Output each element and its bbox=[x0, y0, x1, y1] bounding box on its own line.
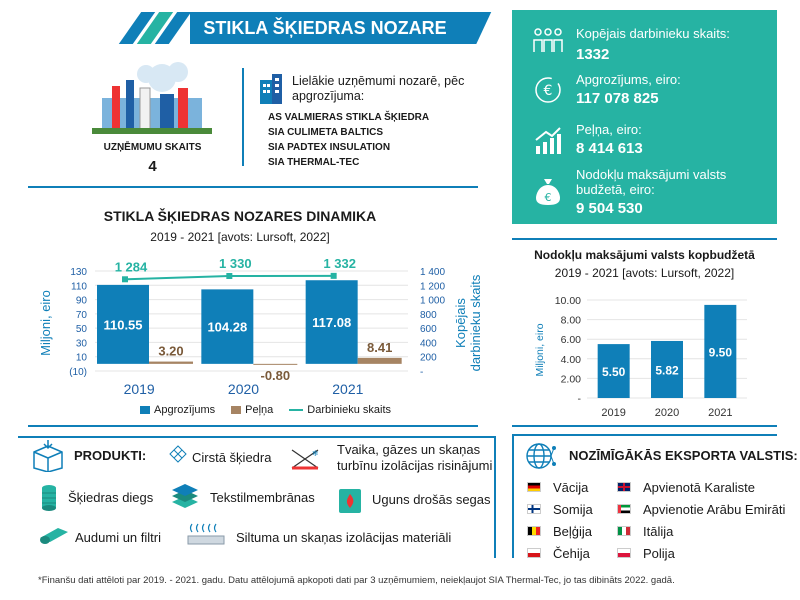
euro-coin-icon bbox=[532, 74, 564, 106]
products-heading: PRODUKTI: bbox=[74, 448, 147, 463]
section-divider bbox=[512, 425, 777, 427]
tax-bar-label: 9.50 bbox=[708, 345, 733, 360]
country-item: Apvienotie Arābu Emirāti bbox=[617, 498, 787, 520]
tax-chart bbox=[525, 288, 775, 423]
country-item: Beļģija bbox=[527, 520, 647, 542]
companies-heading: Lielākie uzņēmumi nozarē, pēc apgrozījuma: bbox=[292, 74, 465, 103]
flag-czechia-icon bbox=[527, 548, 541, 558]
stat-value: 8 414 613 bbox=[576, 140, 643, 157]
y2-label-line: darbinieku skaits bbox=[468, 274, 483, 372]
country-item: Čehija bbox=[527, 542, 647, 564]
country-item: Itālija bbox=[617, 520, 787, 542]
factory-icon bbox=[82, 58, 222, 136]
profit-bar bbox=[149, 362, 193, 364]
y-tick-label: 2.00 bbox=[560, 373, 581, 386]
company-item: SIA PADTEX INSULATION bbox=[268, 142, 391, 153]
stat-label: Apgrozījums, eiro: bbox=[576, 72, 681, 87]
y-tick-label: (10) bbox=[69, 367, 87, 378]
employees-label: 1 284 bbox=[114, 259, 148, 275]
y-axis-label: Miljoni, eiro bbox=[38, 290, 53, 356]
y-tick-label: 90 bbox=[75, 295, 87, 307]
company-item: SIA CULIMETA BALTICS bbox=[268, 127, 383, 138]
x-tick-label: 2021 bbox=[708, 407, 733, 419]
y2-axis-label bbox=[453, 274, 483, 371]
chart-subtitle: 2019 - 2021 [avots: Lursoft, 2022] bbox=[150, 230, 330, 244]
growth-chart-icon bbox=[532, 124, 564, 156]
country-column-right bbox=[617, 476, 787, 564]
y-axis-label: Miljoni, eiro bbox=[534, 323, 546, 377]
stat-label: Nodokļu maksājumi valsts budžetā, eiro: bbox=[576, 167, 727, 197]
y2-label-line: Kopējais bbox=[453, 298, 468, 348]
header-accent bbox=[458, 12, 498, 44]
company-count-value: 4 bbox=[148, 158, 157, 175]
country-item: Somija bbox=[527, 498, 647, 520]
product-item: Tekstilmembrānas bbox=[210, 490, 315, 505]
svg-text:€: € bbox=[543, 83, 553, 99]
stats-panel bbox=[512, 10, 777, 224]
heat-insulation-icon bbox=[186, 522, 226, 546]
chart-title: STIKLA ŠĶIEDRAS NOZARES DINAMIKA bbox=[103, 208, 377, 224]
y-tick-label: 50 bbox=[75, 324, 87, 336]
globe-network-icon bbox=[524, 440, 558, 472]
flag-belgium-icon bbox=[527, 526, 541, 536]
x-tick-label: 2020 bbox=[227, 381, 260, 397]
flag-poland-icon bbox=[617, 548, 631, 558]
money-bag-icon bbox=[532, 175, 564, 207]
y-tick-label: - bbox=[577, 393, 581, 405]
profit-label: 8.41 bbox=[367, 339, 393, 355]
thread-spool-icon bbox=[40, 484, 58, 512]
employees-point bbox=[331, 273, 337, 279]
legend-item-employees: Darbinieku skaits bbox=[289, 404, 391, 416]
x-tick-label: 2019 bbox=[601, 407, 626, 419]
y-tick-label: 8.00 bbox=[560, 314, 581, 327]
stat-value: 117 078 825 bbox=[576, 90, 659, 107]
fabric-roll-icon bbox=[38, 524, 70, 546]
y-tick-label: 6.00 bbox=[560, 334, 581, 347]
y2-tick-label: 1 200 bbox=[420, 281, 446, 293]
footnote: *Finanšu dati attēloti par 2019. - 2021. gadu. Datu attēlojumā apkopoti dati par 3 uzņēmumiem, neiekļaujot SIA Thermal-Tec, jo tas dibināts 2022. gadā. bbox=[38, 575, 675, 586]
y2-tick-label: - bbox=[420, 367, 424, 378]
x-tick-label: 2020 bbox=[654, 407, 680, 419]
x-tick-label: 2019 bbox=[123, 381, 155, 397]
flag-italy-icon bbox=[617, 526, 631, 536]
stat-value: 1332 bbox=[576, 46, 610, 63]
tax-bar-label: 5.82 bbox=[655, 363, 679, 378]
company-item: SIA THERMAL-TEC bbox=[268, 157, 360, 168]
divider bbox=[242, 68, 244, 166]
y-tick-label: 110 bbox=[71, 281, 87, 293]
profit-bar bbox=[358, 358, 402, 364]
svg-text:❄: ❄ bbox=[312, 449, 319, 458]
stat-label: Kopējais darbinieku skaits: bbox=[576, 26, 730, 41]
revenue-label: 117.08 bbox=[312, 315, 352, 331]
company-item: AS VALMIERAS STIKLA ŠĶIEDRA bbox=[268, 112, 430, 123]
box-icon bbox=[30, 440, 66, 472]
buildings-icon bbox=[258, 72, 284, 104]
y2-tick-label: 400 bbox=[420, 338, 437, 350]
chart-legend bbox=[140, 404, 391, 416]
product-item: Tvaika, gāzes un skaņas turbīnu izolācijas risinājumi bbox=[337, 442, 493, 473]
flag-uk-icon bbox=[617, 482, 631, 492]
y-tick-label: 30 bbox=[75, 338, 87, 350]
product-item: Šķiedras diegs bbox=[68, 490, 154, 505]
employees-label: 1 330 bbox=[219, 256, 252, 271]
export-heading: NOZĪMĪGĀKĀS EKSPORTA VALSTIS: bbox=[569, 448, 798, 463]
fire-blanket-icon bbox=[338, 488, 362, 514]
revenue-label: 110.55 bbox=[103, 317, 143, 333]
page-title: STIKLA ŠĶIEDRAS NOZARE bbox=[190, 12, 460, 44]
y2-tick-label: 200 bbox=[420, 352, 437, 364]
profit-label: 3.20 bbox=[158, 343, 184, 359]
dynamics-chart bbox=[20, 255, 500, 425]
section-divider bbox=[28, 186, 478, 188]
people-icon bbox=[532, 24, 564, 56]
tax-chart-subtitle: 2019 - 2021 [avots: Lursoft, 2022] bbox=[554, 266, 735, 280]
product-item: Cirstā šķiedra bbox=[192, 450, 272, 465]
insulation-icon bbox=[288, 446, 322, 472]
flag-uae-icon bbox=[617, 504, 631, 514]
tax-chart-title: Nodokļu maksājumi valsts kopbudžetā bbox=[534, 248, 755, 262]
profit-bar bbox=[253, 364, 297, 365]
legend-swatch bbox=[140, 406, 150, 414]
employees-label: 1 332 bbox=[323, 255, 356, 271]
employees-point bbox=[226, 273, 232, 279]
fiber-icon bbox=[168, 444, 188, 464]
country-item: Apvienotā Karaliste bbox=[617, 476, 787, 498]
section-divider bbox=[28, 425, 478, 427]
section-divider bbox=[512, 238, 777, 240]
tax-bar-label: 5.50 bbox=[601, 365, 626, 380]
legend-line bbox=[289, 409, 303, 411]
product-item: Siltuma un skaņas izolācijas materiāli bbox=[236, 530, 452, 545]
legend-item-profit: Peļņa bbox=[231, 404, 273, 416]
product-item: Uguns drošās segas bbox=[372, 492, 491, 507]
company-count-label: UZŅĒMUMU SKAITS bbox=[103, 142, 202, 153]
legend-swatch bbox=[231, 406, 241, 414]
y2-tick-label: 1 000 bbox=[420, 295, 446, 307]
flag-germany-icon bbox=[527, 482, 541, 492]
country-item: Vācija bbox=[527, 476, 647, 498]
y-tick-label: 10.00 bbox=[554, 295, 581, 307]
legend-item-revenue: Apgrozījums bbox=[140, 404, 215, 416]
company-list bbox=[268, 110, 429, 170]
y-tick-label: 130 bbox=[70, 267, 87, 278]
membrane-layers-icon bbox=[170, 484, 200, 510]
revenue-label: 104.28 bbox=[207, 319, 248, 335]
stat-value: 9 504 530 bbox=[576, 200, 643, 217]
y-tick-label: 4.00 bbox=[560, 353, 581, 366]
flag-finland-icon bbox=[527, 504, 541, 514]
employees-point bbox=[122, 276, 128, 282]
y-tick-label: 70 bbox=[75, 309, 87, 321]
x-tick-label: 2021 bbox=[332, 381, 364, 397]
header-stripes bbox=[130, 12, 180, 44]
y2-tick-label: 600 bbox=[420, 324, 437, 336]
y2-tick-label: 1 400 bbox=[420, 267, 446, 278]
y2-tick-label: 800 bbox=[420, 309, 437, 321]
y-tick-label: 10 bbox=[75, 352, 87, 364]
profit-label: -0.80 bbox=[260, 367, 291, 383]
country-item: Polija bbox=[617, 542, 787, 564]
stat-label: Peļņa, eiro: bbox=[576, 122, 642, 137]
svg-text:€: € bbox=[544, 191, 552, 204]
product-item: Audumi un filtri bbox=[75, 530, 161, 545]
